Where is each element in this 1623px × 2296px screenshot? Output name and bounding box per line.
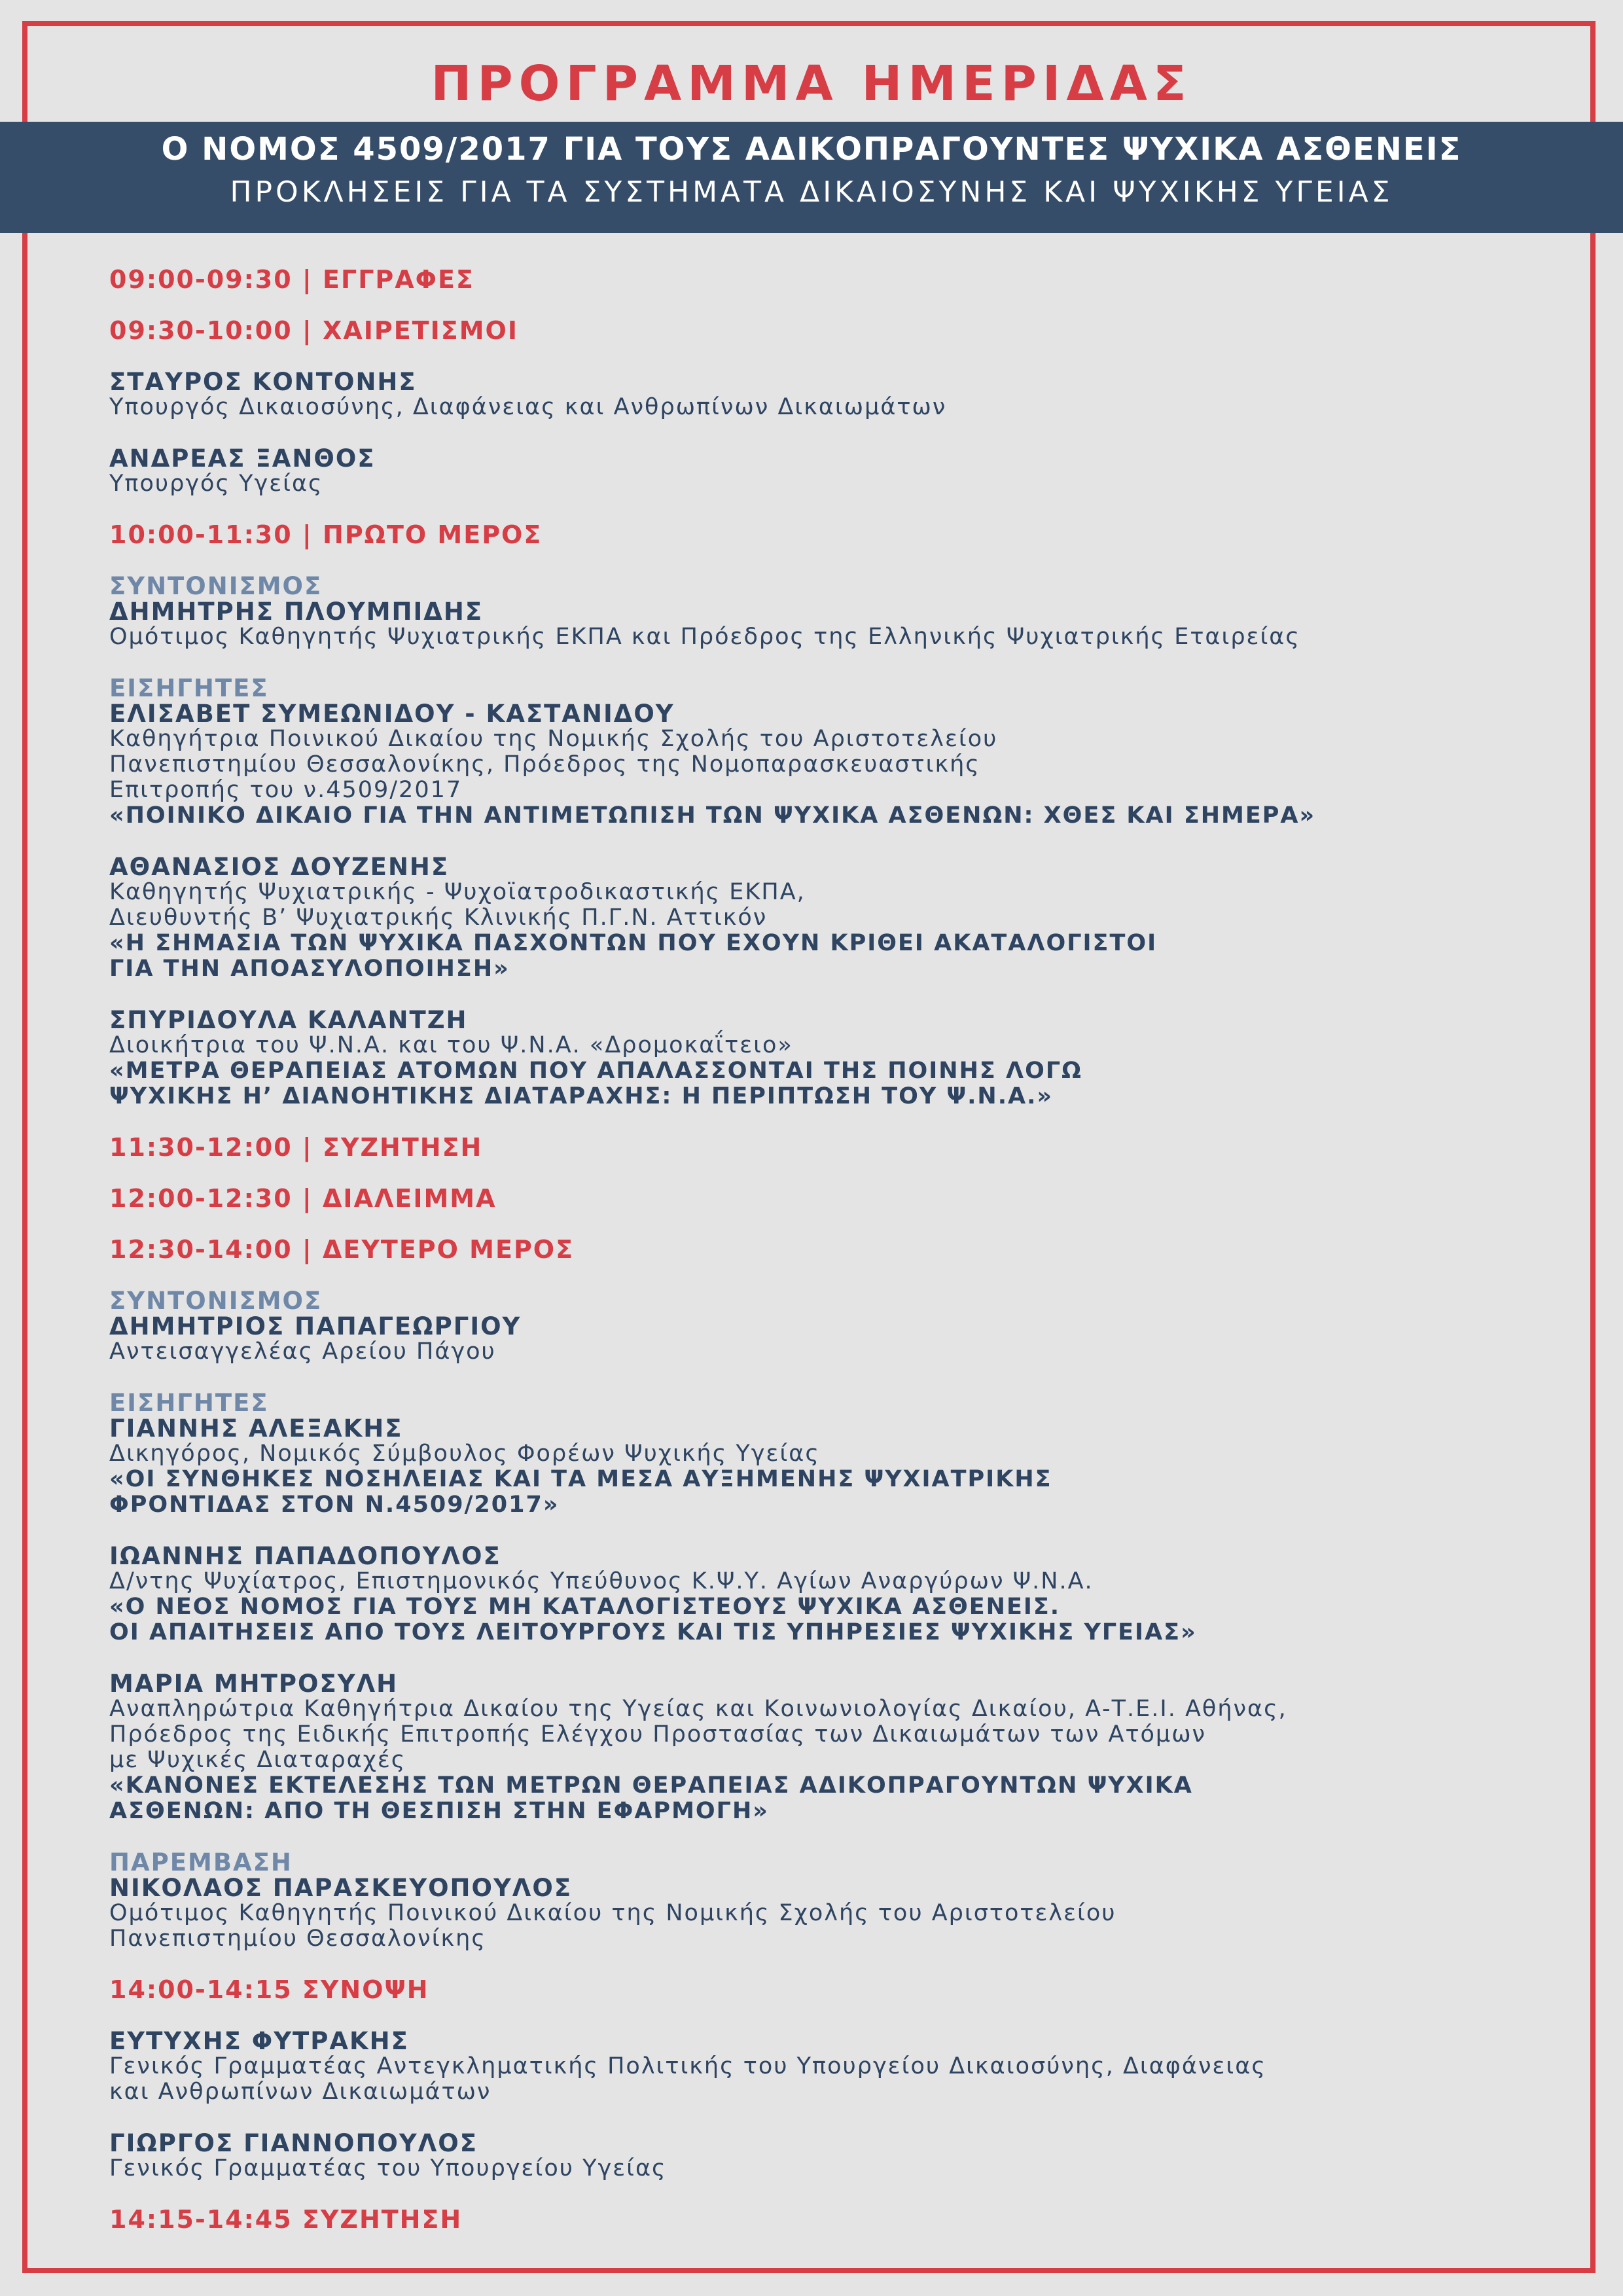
session-heading: 09:30-10:00 | ΧΑΙΡΕΤΙΣΜΟΙ xyxy=(109,316,518,345)
speaker-role: Αντεισαγγελέας Αρείου Πάγου xyxy=(109,1338,496,1365)
speaker-role: Πρόεδρος της Ειδικής Επιτροπής Ελέγχου Προστασίας των Δικαιωμάτων των Ατόμων xyxy=(109,1721,1207,1748)
program-list xyxy=(109,267,1516,2233)
speaker-role: Επιτροπής του ν.4509/2017 xyxy=(109,777,463,803)
speaker-role: Αναπληρώτρια Καθηγήτρια Δικαίου της Υγείας και Κοινωνιολογίας Δικαίου, Α-Τ.Ε.Ι. Αθήνας, xyxy=(109,1696,1287,1722)
lecture-title: «ΚΑΝΟΝΕΣ ΕΚΤΕΛΕΣΗΣ ΤΩΝ ΜΕΤΡΩΝ ΘΕΡΑΠΕΙΑΣ ΑΔΙΚΟΠΡΑΓΟΥΝΤΩΝ ΨΥΧΙΚΑ xyxy=(109,1772,1193,1799)
speaker-name: ΕΛΙΣΑΒΕΤ ΣΥΜΕΩΝΙΔΟΥ - ΚΑΣΤΑΝΙΔΟΥ xyxy=(109,700,675,728)
speaker-role: Πανεπιστημίου Θεσσαλονίκης, Πρόεδρος της Νομοπαρασκευαστικής xyxy=(109,751,980,778)
lecture-title: ΓΙΑ ΤΗΝ ΑΠΟΑΣΥΛΟΠΟΙΗΣΗ» xyxy=(109,956,510,982)
section-label: ΣΥΝΤΟΝΙΣΜΟΣ xyxy=(109,1287,323,1315)
lecture-title: «ΠΟΙΝΙΚΟ ΔΙΚΑΙΟ ΓΙΑ ΤΗΝ ΑΝΤΙΜΕΤΩΠΙΣΗ ΤΩΝ ΨΥΧΙΚΑ ΑΣΘΕΝΩΝ: ΧΘΕΣ ΚΑΙ ΣΗΜΕΡΑ» xyxy=(109,802,1316,829)
speaker-role: Ομότιμος Καθηγητής Ποινικού Δικαίου της Νομικής Σχολής του Αριστοτελείου xyxy=(109,1900,1116,1926)
speaker-role: Υπουργός Δικαιοσύνης, Διαφάνειας και Ανθρωπίνων Δικαιωμάτων xyxy=(109,394,947,420)
speaker-name: ΣΤΑΥΡΟΣ ΚΟΝΤΟΝΗΣ xyxy=(109,368,417,396)
speaker-name: ΙΩΑΝΝΗΣ ΠΑΠΑΔΟΠΟΥΛΟΣ xyxy=(109,1542,501,1570)
session-heading: 12:00-12:30 | ΔΙΑΛΕΙΜΜΑ xyxy=(109,1184,497,1213)
speaker-role: με Ψυχικές Διαταραχές xyxy=(109,1747,406,1773)
speaker-role: και Ανθρωπίνων Δικαιωμάτων xyxy=(109,2079,491,2105)
speaker-name: ΑΘΑΝΑΣΙΟΣ ΔΟΥΖΕΝΗΣ xyxy=(109,853,450,881)
speaker-name: ΕΥΤΥΧΗΣ ΦΥΤΡΑΚΗΣ xyxy=(109,2027,409,2055)
speaker-name: ΔΗΜΗΤΡΙΟΣ ΠΑΠΑΓΕΩΡΓΙΟΥ xyxy=(109,1312,522,1340)
lecture-title: «Ο ΝΕΟΣ ΝΟΜΟΣ ΓΙΑ ΤΟΥΣ ΜΗ ΚΑΤΑΛΟΓΙΣΤΕΟΥΣ ΨΥΧΙΚΑ ΑΣΘΕΝΕΙΣ. xyxy=(109,1594,1061,1620)
lecture-title: ΟΙ ΑΠΑΙΤΗΣΕΙΣ ΑΠΟ ΤΟΥΣ ΛΕΙΤΟΥΡΓΟΥΣ ΚΑΙ ΤΙΣ ΥΠΗΡΕΣΙΕΣ ΨΥΧΙΚΗΣ ΥΓΕΙΑΣ» xyxy=(109,1619,1197,1645)
speaker-role: Δ/ντης Ψυχίατρος, Επιστημονικός Υπεύθυνος Κ.Ψ.Υ. Αγίων Αναργύρων Ψ.Ν.Α. xyxy=(109,1568,1094,1594)
lecture-title: ΦΡΟΝΤΙΔΑΣ ΣΤΟΝ Ν.4509/2017» xyxy=(109,1492,560,1518)
session-heading: 12:30-14:00 | ΔΕΥΤΕΡΟ ΜΕΡΟΣ xyxy=(109,1235,575,1264)
lecture-title: ΨΥΧΙΚΗΣ Η’ ΔΙΑΝΟΗΤΙΚΗΣ ΔΙΑΤΑΡΑΧΗΣ: Η ΠΕΡΙΠΤΩΣΗ ΤΟΥ Ψ.Ν.Α.» xyxy=(109,1083,1054,1109)
section-label: ΕΙΣΗΓΗΤΕΣ xyxy=(109,674,269,702)
speaker-role: Γενικός Γραμματέας του Υπουργείου Υγείας xyxy=(109,2155,667,2181)
speaker-role: Διοικήτρια του Ψ.Ν.Α. και του Ψ.Ν.Α. «Δρομοκαΐτειο» xyxy=(109,1032,793,1058)
speaker-name: ΣΠΥΡΙΔΟΥΛΑ ΚΑΛΑΝΤΖΗ xyxy=(109,1006,468,1034)
section-label: ΣΥΝΤΟΝΙΣΜΟΣ xyxy=(109,572,323,600)
speaker-role: Δικηγόρος, Νομικός Σύμβουλος Φορέων Ψυχικής Υγείας xyxy=(109,1441,820,1467)
session-heading: 14:15-14:45 ΣΥΖΗΤΗΣΗ xyxy=(109,2205,463,2234)
speaker-role: Γενικός Γραμματέας Αντεγκληματικής Πολιτικής του Υπουργείου Δικαιοσύνης, Διαφάνειας xyxy=(109,2053,1266,2079)
speaker-name: ΓΙΑΝΝΗΣ ΑΛΕΞΑΚΗΣ xyxy=(109,1414,403,1443)
lecture-title: «ΟΙ ΣΥΝΘΗΚΕΣ ΝΟΣΗΛΕΙΑΣ ΚΑΙ ΤΑ ΜΕΣΑ ΑΥΞΗΜΕΝΗΣ ΨΥΧΙΑΤΡΙΚΗΣ xyxy=(109,1466,1052,1492)
speaker-role: Υπουργός Υγείας xyxy=(109,471,323,497)
speaker-name: ΔΗΜΗΤΡΗΣ ΠΛΟΥΜΠΙΔΗΣ xyxy=(109,598,484,626)
section-label: ΠΑΡΕΜΒΑΣΗ xyxy=(109,1848,293,1876)
speaker-role: Καθηγητής Ψυχιατρικής - Ψυχοϊατροδικαστικής ΕΚΠΑ, xyxy=(109,879,806,905)
session-heading: 09:00-09:30 | ΕΓΓΡΑΦΕΣ xyxy=(109,265,474,294)
lecture-title: «Η ΣΗΜΑΣΙΑ ΤΩΝ ΨΥΧΙΚΑ ΠΑΣΧΟΝΤΩΝ ΠΟΥ ΕΧΟΥΝ ΚΡΙΘΕΙ ΑΚΑΤΑΛΟΓΙΣΤΟΙ xyxy=(109,930,1158,956)
session-heading: 10:00-11:30 | ΠΡΩΤΟ ΜΕΡΟΣ xyxy=(109,520,543,549)
session-heading: 11:30-12:00 | ΣΥΖΗΤΗΣΗ xyxy=(109,1133,483,1162)
event-tagline: ΠΡΟΚΛΗΣΕΙΣ ΓΙΑ ΤΑ ΣΥΣΤΗΜΑΤΑ ΔΙΚΑΙΟΣΥΝΗΣ ΚΑΙ ΨΥΧΙΚΗΣ ΥΓΕΙΑΣ xyxy=(230,175,1393,209)
speaker-name: ΜΑΡΙΑ ΜΗΤΡΟΣΥΛΗ xyxy=(109,1670,399,1698)
lecture-title: «ΜΕΤΡΑ ΘΕΡΑΠΕΙΑΣ ΑΤΟΜΩΝ ΠΟΥ ΑΠΑΛΑΣΣΟΝΤΑΙ ΤΗΣ ΠΟΙΝΗΣ ΛΟΓΩ xyxy=(109,1058,1082,1084)
speaker-role: Διευθυντής Β’ Ψυχιατρικής Κλινικής Π.Γ.Ν. Αττικόν xyxy=(109,905,768,931)
speaker-role: Ομότιμος Καθηγητής Ψυχιατρικής ΕΚΠΑ και Πρόεδρος της Ελληνικής Ψυχιατρικής Εταιρείας xyxy=(109,624,1300,650)
lecture-title: ΑΣΘΕΝΩΝ: ΑΠΟ ΤΗ ΘΕΣΠΙΣΗ ΣΤΗΝ ΕΦΑΡΜΟΓΗ» xyxy=(109,1798,769,1824)
section-label: ΕΙΣΗΓΗΤΕΣ xyxy=(109,1389,269,1417)
session-heading: 14:00-14:15 ΣΥΝΟΨΗ xyxy=(109,1975,429,2004)
speaker-name: ΝΙΚΟΛΑΟΣ ΠΑΡΑΣΚΕΥΟΠΟΥΛΟΣ xyxy=(109,1874,573,1902)
event-subtitle: Ο ΝΟΜΟΣ 4509/2017 ΓΙΑ ΤΟΥΣ ΑΔΙΚΟΠΡΑΓΟΥΝΤΕΣ ΨΥΧΙΚΑ ΑΣΘΕΝΕΙΣ xyxy=(161,131,1462,168)
speaker-name: ΑΝΔΡΕΑΣ ΞΑΝΘΟΣ xyxy=(109,444,376,473)
speaker-role: Καθηγήτρια Ποινικού Δικαίου της Νομικής Σχολής του Αριστοτελείου xyxy=(109,726,998,752)
page-title: ΠΡΟΓΡΑΜΜΑ ΗΜΕΡΙΔΑΣ xyxy=(431,56,1192,112)
speaker-role: Πανεπιστημίου Θεσσαλονίκης xyxy=(109,1926,486,1952)
speaker-name: ΓΙΩΡΓΟΣ ΓΙΑΝΝΟΠΟΥΛΟΣ xyxy=(109,2129,478,2157)
